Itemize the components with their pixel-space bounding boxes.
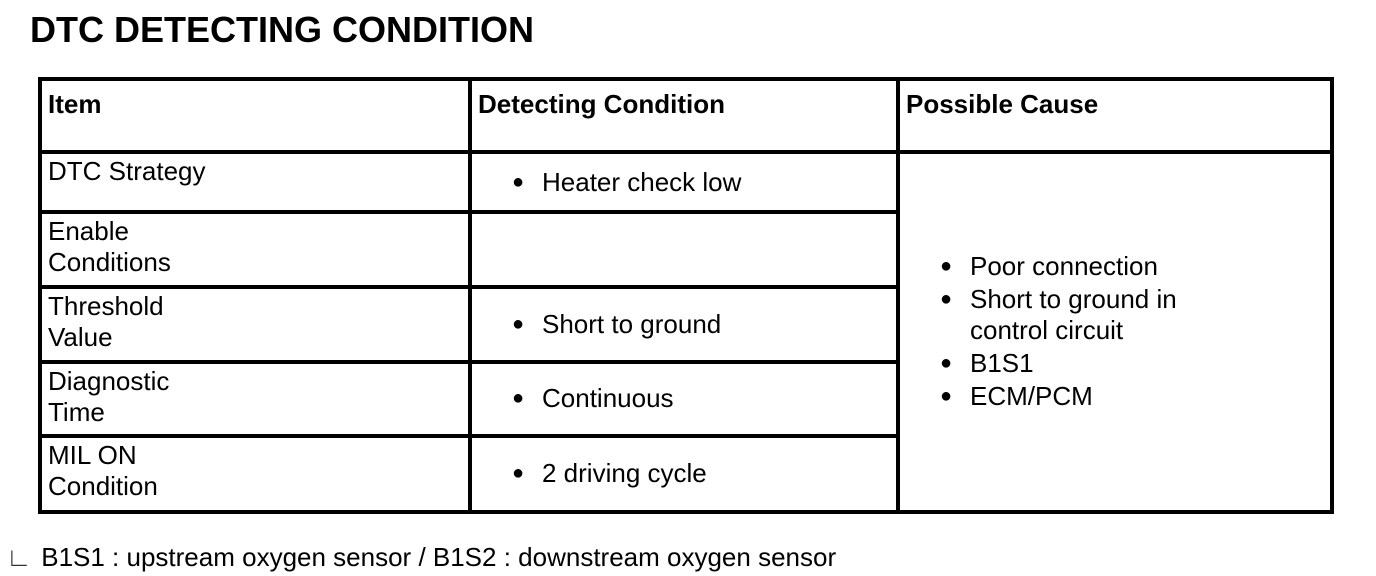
list-item <box>940 348 1330 379</box>
bullet-icon: ● <box>512 170 525 193</box>
item-cell <box>40 212 470 287</box>
bullet-icon: ● <box>940 254 953 277</box>
page-title: DTC DETECTING CONDITION <box>30 9 534 50</box>
item-label: Enable Conditions <box>48 216 171 278</box>
condition-text: Short to ground <box>542 309 722 340</box>
table-row <box>40 152 1332 212</box>
cause-text: Poor connection <box>970 250 1158 281</box>
bullet-icon: ● <box>940 287 953 310</box>
item-cell <box>40 436 470 512</box>
possible-cause-cell <box>898 152 1332 512</box>
cause-list <box>940 251 1330 412</box>
item-cell <box>40 287 470 361</box>
condition-text: 2 driving cycle <box>542 458 707 489</box>
footnote <box>6 541 836 573</box>
table-header-row <box>40 79 1332 152</box>
cause-text: Short to ground in control circuit <box>970 283 1177 345</box>
condition-bullet-line <box>512 167 896 198</box>
item-label: Threshold Value <box>48 291 164 353</box>
condition-cell <box>470 436 898 512</box>
footnote-text: B1S1 : upstream oxygen sensor / B1S2 : downstream oxygen sensor <box>41 542 837 572</box>
list-item <box>940 284 1330 346</box>
list-item <box>940 251 1330 282</box>
item-cell <box>40 362 470 436</box>
bullet-icon: ● <box>512 313 525 336</box>
dtc-condition-table <box>38 77 1334 514</box>
condition-text: Heater check low <box>542 166 742 197</box>
header-detecting-condition: Detecting Condition <box>470 79 898 152</box>
footnote-mark-icon: ∟ <box>6 542 32 572</box>
cause-text: B1S1 <box>970 347 1034 378</box>
header-possible-cause: Possible Cause <box>898 79 1332 152</box>
condition-bullet-line <box>512 309 896 340</box>
bullet-icon: ● <box>940 384 953 407</box>
condition-cell-empty <box>470 212 898 287</box>
condition-cell <box>470 152 898 212</box>
bullet-icon: ● <box>940 351 953 374</box>
cause-text: ECM/PCM <box>970 380 1093 411</box>
condition-text: Continuous <box>542 383 674 414</box>
condition-bullet-line <box>512 458 896 489</box>
list-item <box>940 381 1330 412</box>
bullet-icon: ● <box>512 462 525 485</box>
bullet-icon: ● <box>512 387 525 410</box>
item-label: Diagnostic Time <box>48 365 170 427</box>
condition-bullet-line <box>512 383 896 414</box>
header-item: Item <box>40 79 470 152</box>
item-label: MIL ON Condition <box>48 439 158 501</box>
item-label: DTC Strategy <box>48 156 206 187</box>
condition-cell <box>470 287 898 361</box>
condition-cell <box>470 362 898 436</box>
item-cell <box>40 152 470 212</box>
